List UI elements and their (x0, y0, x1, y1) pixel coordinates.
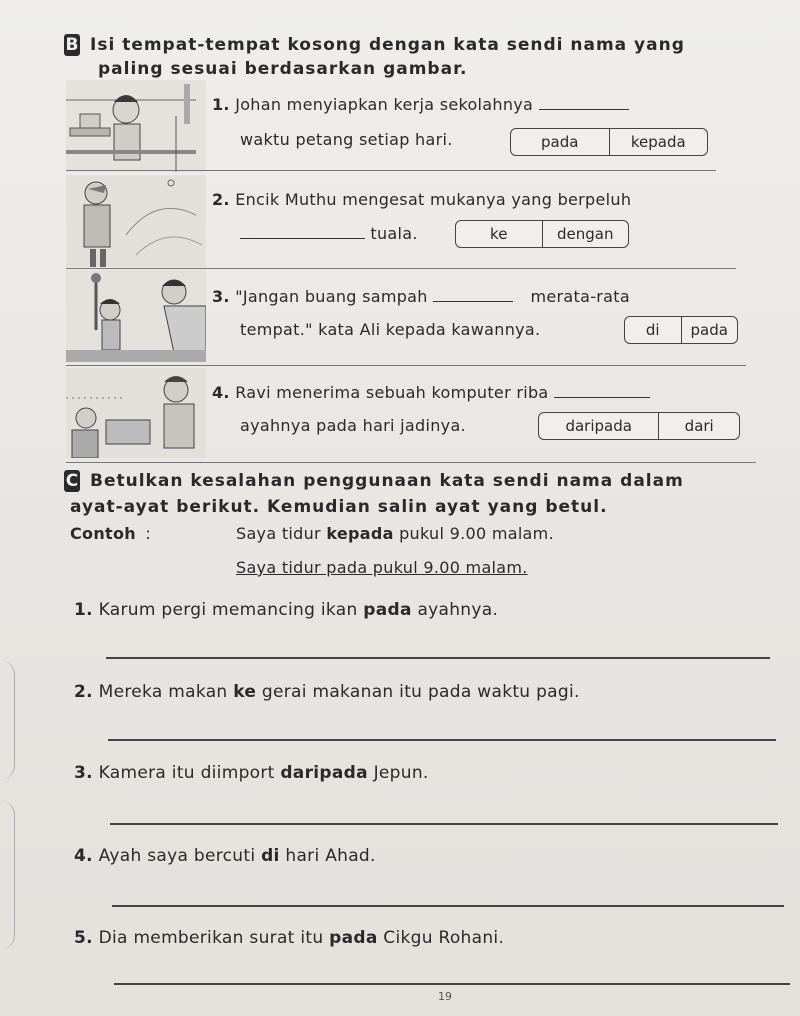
b-item-3-line-1: 3. "Jangan buang sampah merata-rata (212, 287, 630, 306)
c-item-5: 5. Dia memberikan surat itu pada Cikgu Rohani. (74, 928, 505, 948)
section-b-letter: B (65, 35, 79, 55)
c-item-2: 2. Mereka makan ke gerai makanan itu pada waktu pagi. (74, 682, 580, 702)
answer-blank[interactable] (539, 109, 629, 110)
answer-blank[interactable] (554, 397, 650, 398)
illustration-2 (66, 175, 206, 267)
b-item-4-line-1: 4. Ravi menerima sebuah komputer riba (212, 383, 650, 402)
b-item-4-line-2: ayahnya pada hari jadinya. (240, 416, 466, 435)
b-item-4-options (538, 412, 740, 440)
section-b-header (64, 34, 685, 56)
c-item-1: 1. Karum pergi memancing ikan pada ayahnya. (74, 600, 499, 620)
illustration-1 (66, 80, 206, 172)
page-number: 19 (438, 990, 452, 1003)
b-item-1-line-2: waktu petang setiap hari. (240, 130, 453, 149)
c-item-3: 3. Kamera itu diimport daripada Jepun. (74, 763, 429, 783)
option[interactable]: dari (658, 413, 739, 439)
page-curl (0, 800, 15, 950)
man-wiping-face-illustration (66, 175, 206, 267)
example-row: Contoh : (70, 524, 152, 543)
answer-line[interactable] (114, 983, 790, 985)
example-answer: Saya tidur pada pukul 9.00 malam. (236, 558, 528, 577)
divider (66, 462, 756, 463)
answer-blank[interactable] (240, 238, 365, 239)
option[interactable]: daripada (565, 417, 632, 435)
divider (66, 170, 716, 171)
b-item-3-options (624, 316, 738, 344)
section-c-header (64, 470, 684, 492)
divider (66, 268, 736, 269)
divider (66, 365, 746, 366)
option[interactable]: kepada (609, 129, 708, 155)
answer-line[interactable] (112, 905, 784, 907)
section-c-letter: C (65, 471, 79, 491)
section-b-instruction-1: Isi tempat-tempat kosong dengan kata sendi nama yang (90, 35, 685, 55)
section-b-instruction-2: paling sesuai berdasarkan gambar. (98, 59, 468, 79)
answer-line[interactable] (108, 739, 776, 741)
example-sentence: Saya tidur kepada pukul 9.00 malam. (236, 524, 554, 543)
answer-blank[interactable] (433, 301, 513, 302)
section-c-instruction-2: ayat-ayat berikut. Kemudian salin ayat yang betul. (70, 497, 608, 517)
option[interactable]: dengan (542, 221, 629, 247)
boy-receiving-laptop-illustration (66, 368, 206, 458)
c-item-4: 4. Ayah saya bercuti di hari Ahad. (74, 846, 376, 866)
answer-line[interactable] (110, 823, 778, 825)
b-item-1-line-1: 1. Johan menyiapkan kerja sekolahnya (212, 95, 629, 114)
children-talking-illustration (66, 270, 206, 362)
option[interactable]: ke (490, 225, 508, 243)
page-curl (0, 660, 15, 780)
option[interactable]: pada (681, 317, 738, 343)
answer-line[interactable] (106, 657, 770, 659)
boy-studying-illustration (66, 80, 206, 172)
b-item-2-line-1: 2. Encik Muthu mengesat mukanya yang berpeluh (212, 190, 632, 209)
b-item-1-options (510, 128, 708, 156)
example-label: Contoh (70, 524, 136, 543)
section-c-instruction-1: Betulkan kesalahan penggunaan kata sendi nama dalam (90, 471, 684, 491)
illustration-4 (66, 368, 206, 458)
option[interactable]: di (645, 321, 660, 339)
b-item-3-line-2: tempat." kata Ali kepada kawannya. (240, 320, 541, 339)
b-item-2-line-2: tuala. (240, 224, 418, 243)
illustration-3 (66, 270, 206, 362)
option[interactable]: pada (541, 133, 579, 151)
b-item-2-options (455, 220, 629, 248)
